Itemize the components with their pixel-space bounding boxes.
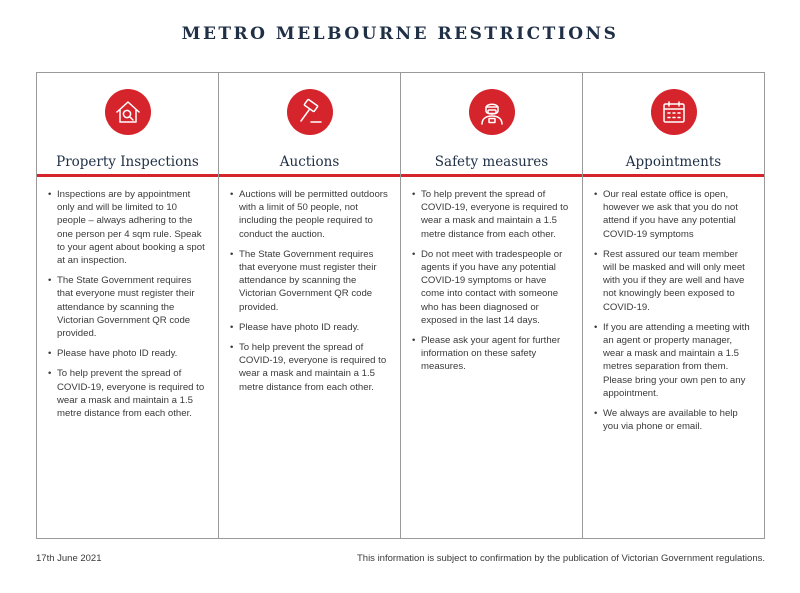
column-auctions (218, 73, 400, 538)
column-appointments (582, 73, 764, 538)
gavel-icon (287, 89, 333, 135)
list-item: • Our real estate office is open, however we ask that you do not attend if you have any potential COVID-19 symptoms (603, 188, 752, 241)
list-item: • To help prevent the spread of COVID-19, everyone is required to wear a mask and maintain a 1.5 metre distance from each other. (421, 188, 570, 241)
bullet-list (37, 177, 218, 427)
column-title: Property Inspections (56, 154, 199, 170)
calendar-icon (651, 89, 697, 135)
column-title: Auctions (279, 154, 340, 170)
list-item: • We always are available to help you via phone or email. (603, 407, 752, 433)
column-title: Appointments (625, 154, 722, 170)
column-title: Safety measures (434, 154, 549, 170)
footer-date: 17th June 2021 (36, 553, 102, 564)
list-item: • To help prevent the spread of COVID-19, everyone is required to wear a mask and maintain a 1.5 metre distance from each other. (57, 367, 206, 420)
list-item: • The State Government requires that everyone must register their attendance by scanning the Victorian Government QR code provided. (239, 248, 388, 314)
column-header (37, 73, 218, 177)
person-mask-icon (469, 89, 515, 135)
list-item: • Please have photo ID ready. (57, 347, 206, 360)
list-item: • Please have photo ID ready. (239, 321, 388, 334)
list-item: • Auctions will be permitted outdoors with a limit of 50 people, not including the people required to conduct the auction. (239, 188, 388, 241)
bullet-list (219, 177, 400, 401)
column-header (583, 73, 764, 177)
list-item: • Rest assured our team member will be masked and will only meet with you if they are well and have not knowingly been exposed to COVID-19. (603, 248, 752, 314)
column-property-inspections (37, 73, 218, 538)
list-item: • Inspections are by appointment only and will be limited to 10 people – always adhering to the one person per 4 sqm rule. Speak to your agent about booking a spot at an inspection. (57, 188, 206, 267)
restrictions-grid (36, 72, 765, 539)
bullet-list (401, 177, 582, 381)
column-header (219, 73, 400, 177)
list-item: • If you are attending a meeting with an agent or property manager, wear a mask and maintain a 1.5 metres separation from them. Please bring your own pen to any appointment. (603, 321, 752, 400)
list-item: • The State Government requires that everyone must register their attendance by scanning the Victorian Government QR code provided. (57, 274, 206, 340)
list-item: • To help prevent the spread of COVID-19, everyone is required to wear a mask and maintain a 1.5 metre distance from each other. (239, 341, 388, 394)
footer-disclaimer: This information is subject to confirmation by the publication of Victorian Government regulations. (356, 553, 765, 564)
list-item: • Please ask your agent for further information on these safety measures. (421, 334, 570, 374)
column-header (401, 73, 582, 177)
house-magnifier-icon (105, 89, 151, 135)
list-item: • Do not meet with tradespeople or agents if you have any potential COVID-19 symptoms or have come into contact with someone who has been diagnosed or exposed in the last 14 days. (421, 248, 570, 327)
column-safety-measures (400, 73, 582, 538)
page-title: METRO MELBOURNE RESTRICTIONS (181, 24, 619, 44)
bullet-list (583, 177, 764, 440)
